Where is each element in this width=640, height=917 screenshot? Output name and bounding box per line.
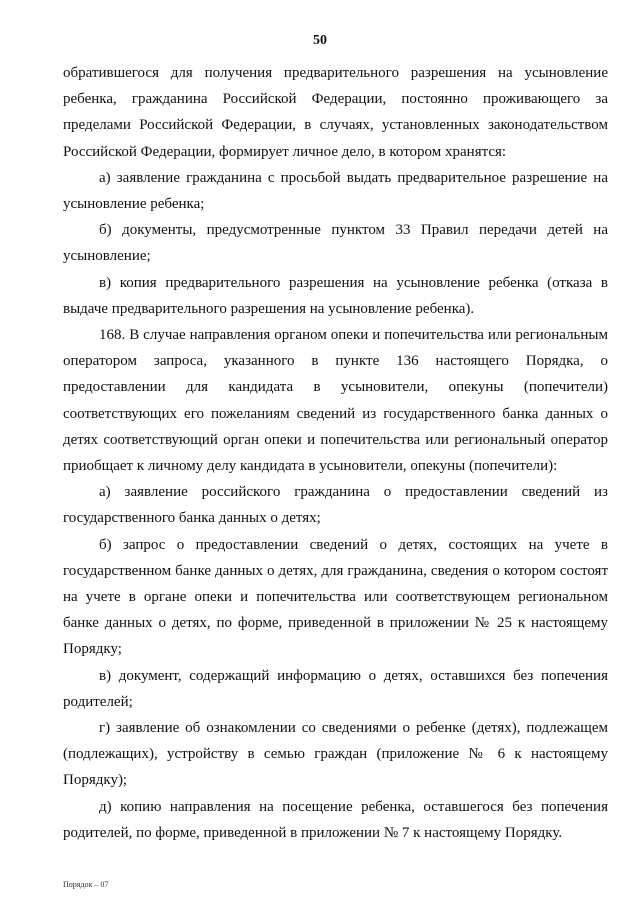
paragraph-168-item-v: в) документ, содержащий информацию о детях, оставшихся без попечения родителей; [63, 667, 608, 710]
paragraph-item-a: а) заявление гражданина с просьбой выдать предварительное разрешение на усыновление ребенка; [63, 169, 608, 213]
paragraph-168-item-d: д) копию направления на посещение ребенка, оставшегося без попечения родителей, по форме, приведенной в приложении № 7 к настоящему Порядку. [63, 798, 608, 841]
page-footer: Порядок – 07 [63, 880, 109, 889]
paragraph-168: 168. В случае направления органом опеки и попечительства или региональным оператором запроса, указанного в пункте 136 настоящего Порядка, о предоставлении для кандидата в усыновители, опекуны (попечители) соответствующих его пожеланиям сведений из государственного банка данных о детях соответствующий орган опеки и попечительства или региональный оператор приобщает к личному делу кандидата в усыновители, опекуны (попечители): [63, 327, 608, 475]
document-body [63, 60, 608, 846]
paragraph-168-item-a: а) заявление российского гражданина о предоставлении сведений из государственного банка данных о детях; [63, 484, 608, 527]
paragraph-continuation: обратившегося для получения предварительного разрешения на усыновление ребенка, гражданина Российской Федерации, постоянно проживающего за пределами Российской Федерации, в случаях, установленных законодательством Российской Федерации, формирует личное дело, в котором хранятся: [63, 65, 608, 160]
paragraph-168-item-g: г) заявление об ознакомлении со сведениями о ребенке (детях), подлежащем (подлежащих), устройству в семью граждан (приложение № 6 к настоящему Порядку); [63, 720, 608, 789]
paragraph-168-item-b: б) запрос о предоставлении сведений о детях, состоящих на учете в государственном банке данных о детях, для гражданина, сведения о котором состоят на учете в органе опеки и попечительства или соответствующем региональном банке данных о детях, по форме, приведенной в приложении № 25 к настоящему Порядку; [63, 536, 608, 658]
paragraph-item-v: в) копия предварительного разрешения на усыновление ребенка (отказа в выдаче предварительного разрешения на усыновление ребенка). [63, 274, 608, 317]
paragraph-item-b: б) документы, предусмотренные пунктом 33 Правил передачи детей на усыновление; [63, 222, 608, 265]
page-number: 50 [313, 33, 327, 48]
